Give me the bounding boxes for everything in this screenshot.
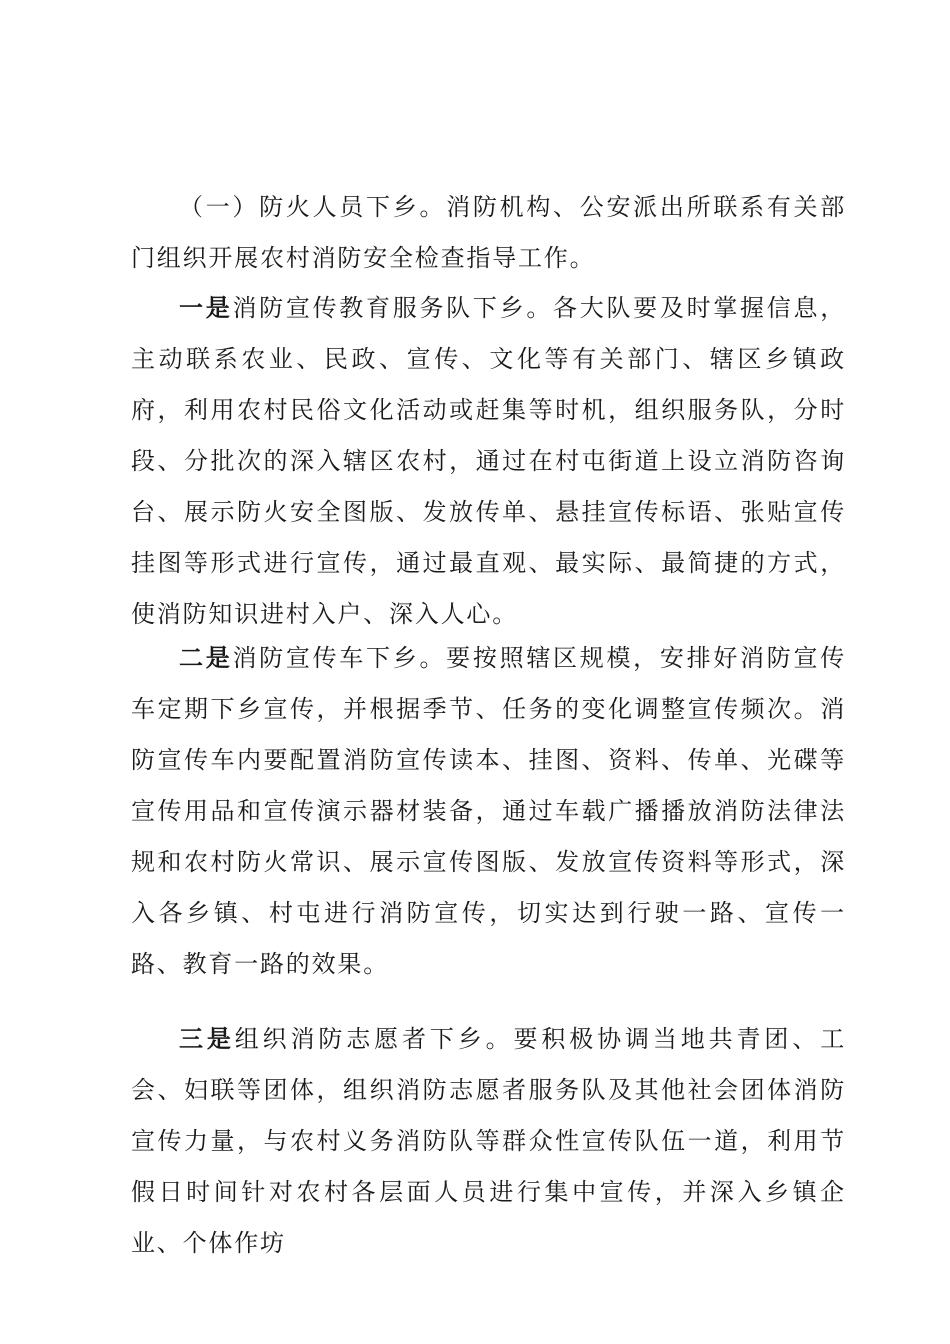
paragraph-fire-personnel <box>131 182 846 284</box>
paragraph-lead: 二是 <box>179 643 233 672</box>
paragraph-volunteers <box>131 1013 846 1269</box>
paragraph-publicity-vehicle <box>131 632 846 990</box>
paragraph-text: 消防宣传车下乡。要按照辖区规模，安排好消防宣传车定期下乡宣传，并根据季节、任务的变化调整宣传频次。消防宣传车内要配置消防宣传读本、挂图、资料、传单、光碟等宣传用品和宣传演示器材装备，通过车载广播播放消防法律法规和农村防火常识、展示宣传图版、发放宣传资料等形式，深入各乡镇、村屯进行消防宣传，切实达到行驶一路、宣传一路、教育一路的效果。 <box>131 644 846 978</box>
paragraph-lead: 三是 <box>179 1024 235 1053</box>
paragraph-lead: 一是 <box>179 293 233 322</box>
paragraph-text: 组织消防志愿者下乡。要积极协调当地共青团、工会、妇联等团体，组织消防志愿者服务队及其他社会团体消防宣传力量，与农村义务消防队等群众性宣传队伍一道，利用节假日时间针对农村各层面人员进行集中宣传，并深入乡镇企业、个体作坊 <box>131 1025 846 1257</box>
paragraph-text: （一）防火人员下乡。消防机构、公安派出所联系有关部门组织开展农村消防安全检查指导工作。 <box>131 193 846 272</box>
paragraph-education-team <box>131 282 846 640</box>
paragraph-text: 消防宣传教育服务队下乡。各大队要及时掌握信息，主动联系农业、民政、宣传、文化等有关部门、辖区乡镇政府，利用农村民俗文化活动或赶集等时机，组织服务队，分时段、分批次的深入辖区农村，通过在村屯街道上设立消防咨询台、展示防火安全图版、发放传单、悬挂宣传标语、张贴宣传挂图等形式进行宣传，通过最直观、最实际、最简捷的方式，使消防知识进村入户、深入人心。 <box>131 294 846 628</box>
